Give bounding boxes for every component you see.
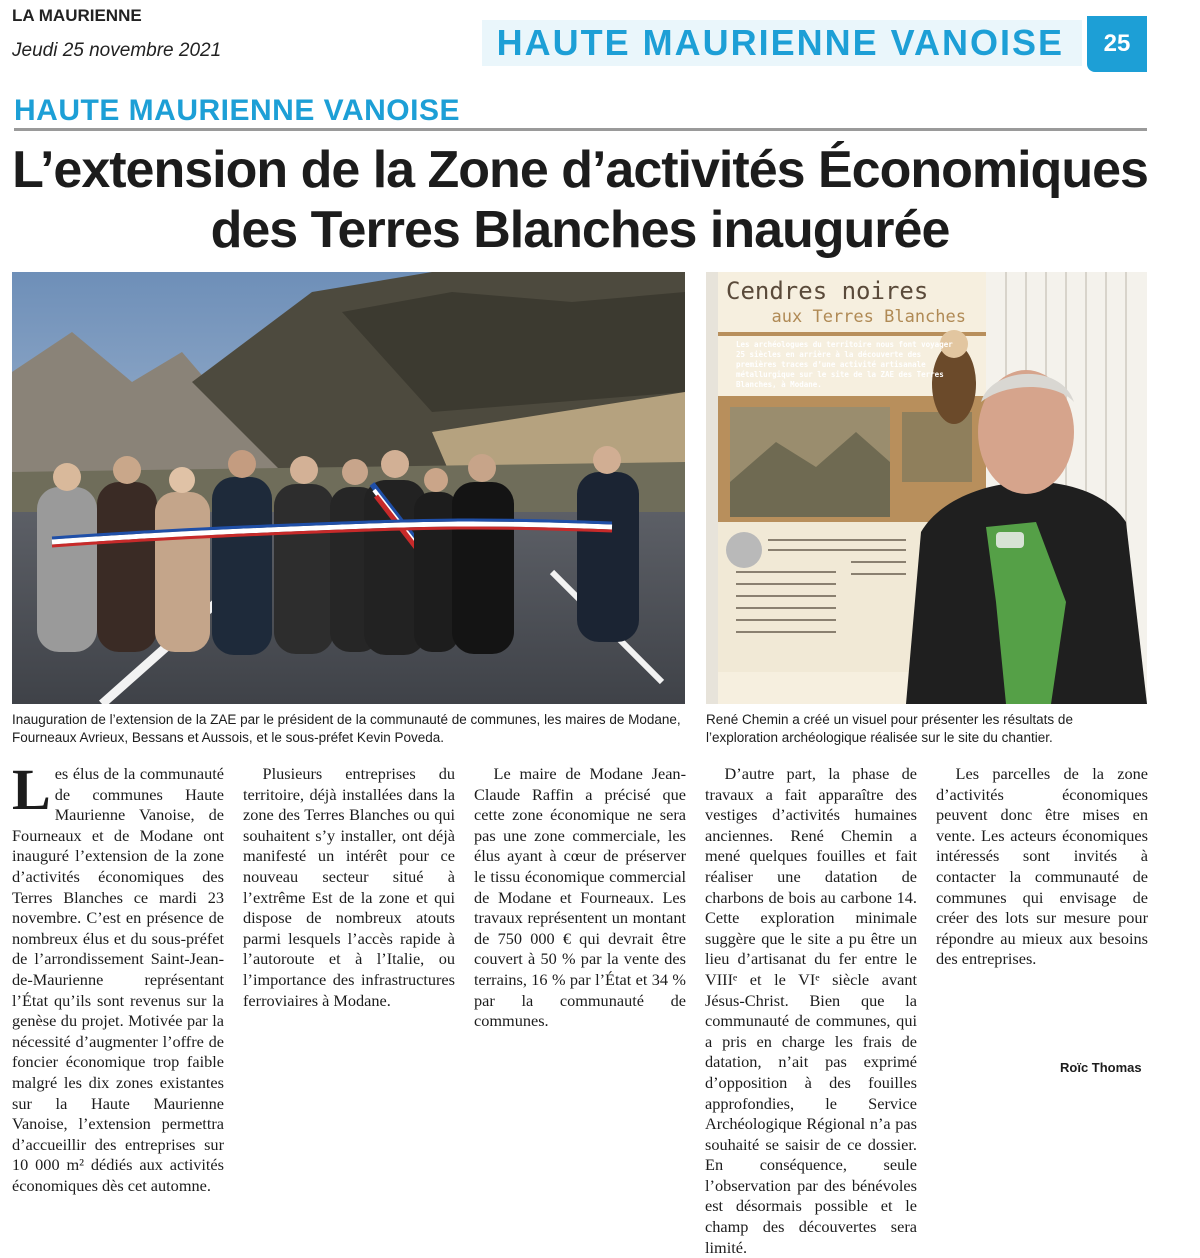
poster-title xyxy=(726,278,986,330)
headline-line-1: L’extension de la Zone d’activités Économiques xyxy=(12,141,1148,199)
newspaper-name: LA MAURIENNE xyxy=(12,6,142,25)
poster-scene-illustration xyxy=(706,272,1147,704)
author-byline: Roïc Thomas xyxy=(1060,1060,1142,1075)
inauguration-scene-illustration xyxy=(12,272,685,704)
body-column-4 xyxy=(705,764,917,1258)
body-column-5 xyxy=(936,764,1148,970)
masthead xyxy=(12,6,1147,70)
inauguration-photo xyxy=(12,272,685,704)
photo-caption-poster: René Chemin a créé un visuel pour présenter les résultats de l’exploration archéologique réalisée sur le site du chantier. xyxy=(706,712,1073,745)
kicker-divider xyxy=(14,128,1147,131)
body-column-3 xyxy=(474,764,686,1032)
body-column-1 xyxy=(12,757,224,1196)
body-paragraph-1: es élus de la communauté de communes Haute Maurienne Vanoise, de Fourneaux et de Modane ont inauguré l’extension de la zone d’activités économiques des Terres Blanches ce mardi 23 novembre. C’est en présence de nombreux élus et du sous-préfet de l’arrondissement Saint-Jean-de-Maurienne représentant l’État qu’ils sont revenus sur la genèse du projet. Motivée par la nécessité d’augmenter l’offre de foncier économique trop faible malgré les dix zones existantes sur la Haute Maurienne Vanoise, l’extension permettra d’accueillir des entreprises sur 10 000 m² dédiés aux activités économiques dès cet automne. xyxy=(12,764,224,1195)
article-headline xyxy=(0,140,1160,260)
photo-caption-inauguration: Inauguration de l’extension de la ZAE par le président de la communauté de communes, les maires de Modane, Fourneaux Avrieux, Bessans et Aussois, et le sous-préfet Kevin Poveda. xyxy=(12,712,681,745)
body-paragraph-5: Les parcelles de la zone d’activités économiques peuvent donc être mises en vente. Les acteurs économiques intéressés sont invités à contacter la communauté de communes qui envisage de créer des lots sur mesure pour répondre au mieux aux besoins des entreprises. xyxy=(936,764,1148,969)
drop-cap: L xyxy=(12,757,51,822)
headline-line-2: des Terres Blanches inaugurée xyxy=(210,201,950,259)
body-paragraph-2: Plusieurs entreprises du territoire, déjà installées dans la zone des Terres Blanches ou qui souhaitent s’y installer, ont déjà manifesté un intérêt pour ce nouveau secteur situé à l’extrême Est de la zone et qui dispose de nombreux atouts parmi lesquels l’accès rapide à l’autoroute et à l’Italie, ou l’importance des infrastructures ferroviaires à Modane. xyxy=(243,764,455,1010)
poster-photo xyxy=(706,272,1147,704)
poster-title-line-1: Cendres noires xyxy=(726,277,929,305)
body-paragraph-4: D’autre part, la phase de travaux a fait apparaître des vestiges d’activités humaines anciennes. René Chemin a mené quelques fouilles et fait réaliser une datation de charbons de bois au carbone 14. Cette exploration minimale suggère que le site a pu être un lieu d’artisanat du fer entre le VIIIᵉ et le VIᵉ siècle avant Jésus-Christ. Bien que la communauté de communes, qui a pris en charge les frais de datation, n’ait pas exprimé d’opposition à des fouilles approfondies, le Service Archéologique Régional n’a pas souhaité se saisir de ce dossier. En conséquence, seule l’observation par des bénévoles est désormais possible et le champ des découvertes sera limité. xyxy=(705,764,917,1257)
body-paragraph-3: Le maire de Modane Jean-Claude Raffin a précisé que cette zone économique ne sera pas une zone commerciale, les élus ayant à cœur de préserver le tissu économique commercial de Modane et Fourneaux. Les travaux représentent un montant de 750 000 € qui devrait être couvert à 50 % par la vente des terrains, 16 % par l’État et 34 % par la communauté de communes. xyxy=(474,764,686,1031)
poster-title-line-2: aux Terres Blanches xyxy=(771,307,966,327)
article-kicker: HAUTE MAURIENNE VANOISE xyxy=(14,94,460,127)
poster-intro-text: Les archéologues du territoire nous font voyager 25 siècles en arrière à la découverte des premières traces d’une activité artisanale métallurgique sur le site de la ZAE des Terres Blanches, à Modane. xyxy=(736,340,953,389)
face-mask xyxy=(996,532,1024,548)
section-banner: HAUTE MAURIENNE VANOISE xyxy=(482,20,1082,66)
page-number: 25 xyxy=(1087,16,1147,72)
issue-date: Jeudi 25 novembre 2021 xyxy=(12,40,222,61)
body-column-2 xyxy=(243,764,455,1011)
